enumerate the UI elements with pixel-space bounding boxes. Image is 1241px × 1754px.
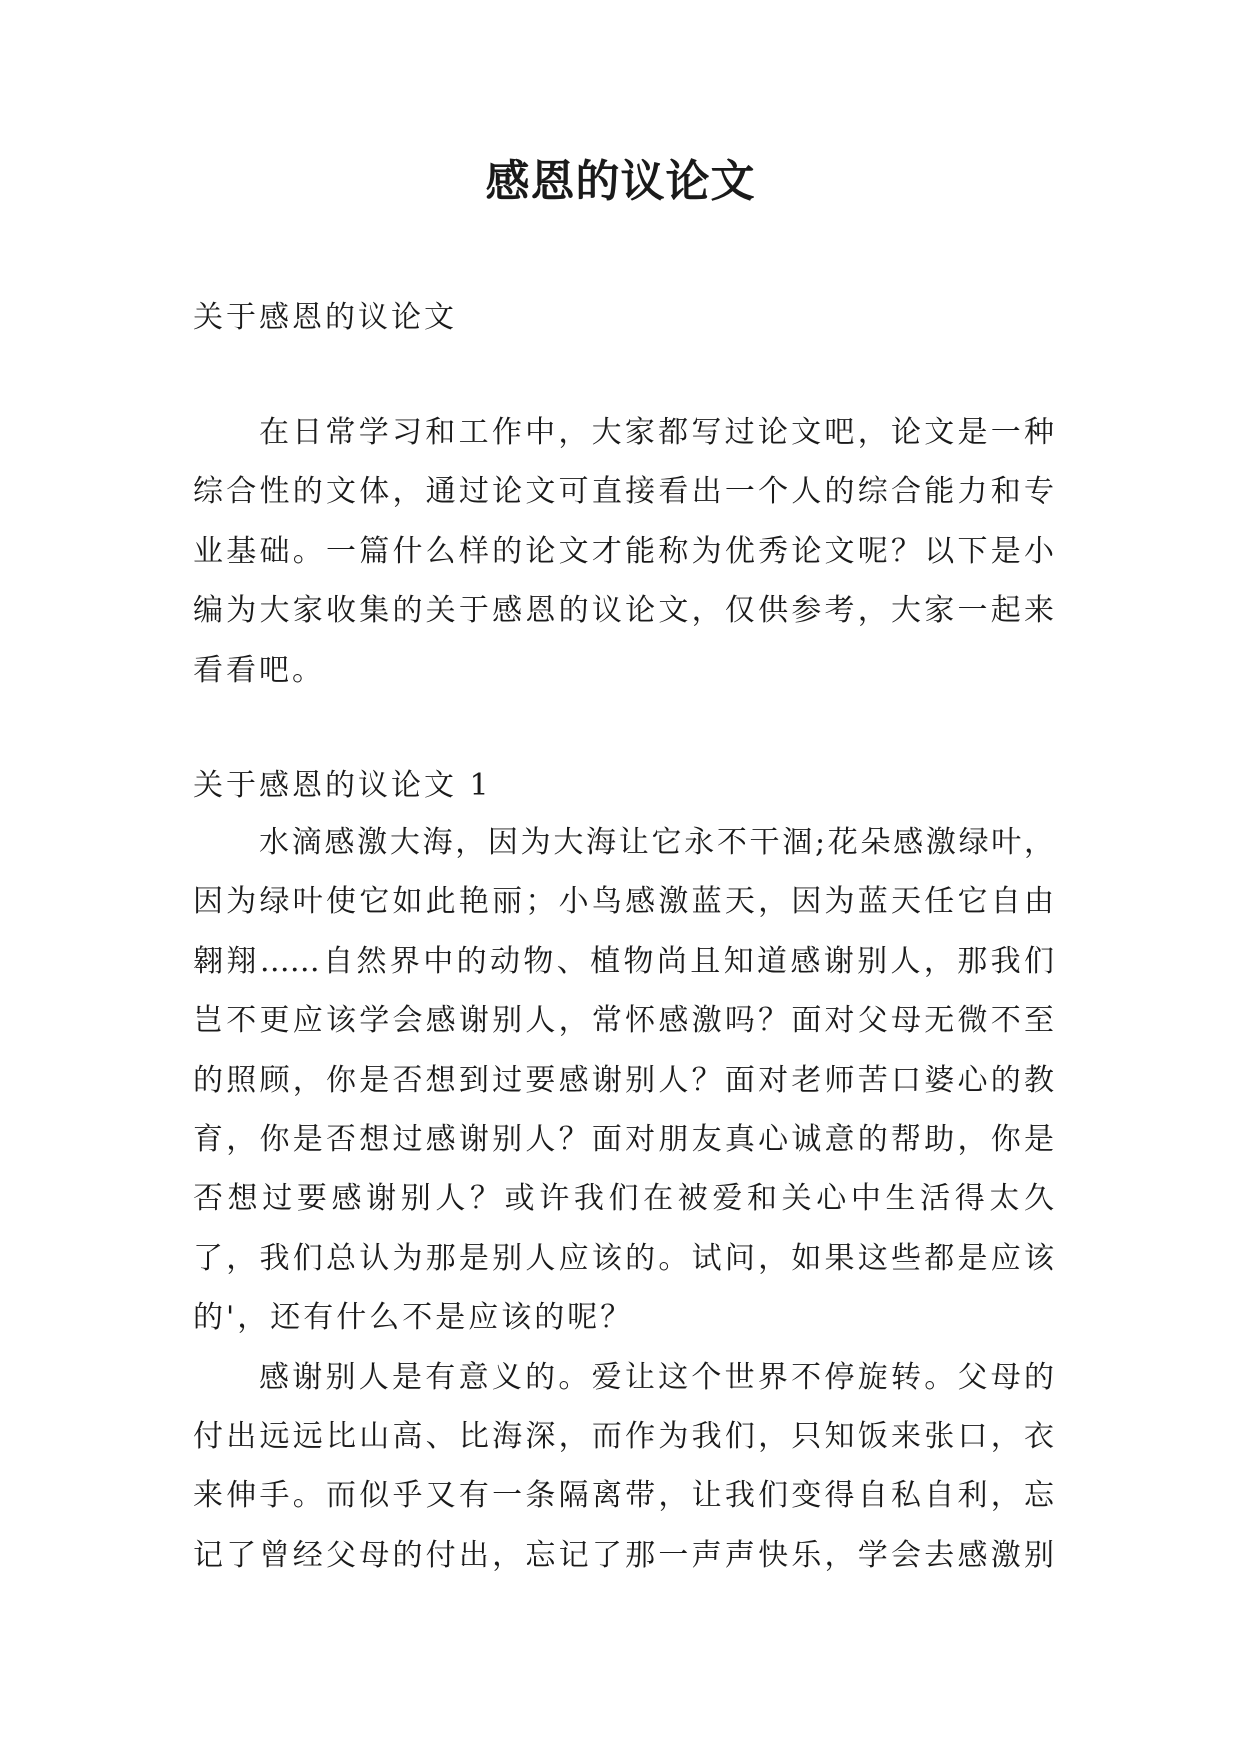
paragraph-line: 的'，还有什么不是应该的呢？ [193, 1300, 634, 1336]
document-title: 感恩的议论文 [485, 156, 756, 207]
paragraph-line: 水滴感激大海，因为大海让它永不干涸;花朵感激绿叶， [259, 825, 1054, 860]
paragraph-line: 看看吧。 [193, 652, 325, 688]
paragraph-line: 在日常学习和工作中，大家都写过论文吧，论文是一种 [259, 415, 1054, 450]
section-heading-text: 关于感恩的议论文 1 [193, 768, 492, 803]
paragraph-line: 育，你是否想过感谢别人？面对朋友真心诚意的帮助，你是 [193, 1121, 1054, 1157]
paragraph-line: 记了曾经父母的付出，忘记了那一声声快乐，学会去感激别 [193, 1537, 1054, 1573]
paragraph-line: 因为绿叶使它如此艳丽；小鸟感激蓝天，因为蓝天任它自由 [193, 884, 1054, 920]
paragraph-line: 编为大家收集的关于感恩的议论文，仅供参考，大家一起来 [193, 593, 1054, 629]
paragraph-line: 付出远远比山高、比海深，而作为我们，只知饭来张口，衣 [193, 1418, 1054, 1454]
section-paragraph-1 [193, 813, 1054, 1348]
paragraph-line: 翱翔……自然界中的动物、植物尚且知道感谢别人，那我们 [193, 943, 1054, 979]
section-heading [193, 756, 1054, 815]
document-subtitle [193, 288, 1054, 347]
paragraph-line: 否想过要感谢别人？或许我们在被爱和关心中生活得太久 [193, 1181, 1054, 1217]
intro-paragraph [193, 403, 1054, 700]
section-paragraph-2 [193, 1348, 1054, 1586]
paragraph-line: 的照顾，你是否想到过要感谢别人？面对老师苦口婆心的教 [193, 1062, 1054, 1098]
subtitle-text: 关于感恩的议论文 [193, 300, 457, 335]
paragraph-line: 了，我们总认为那是别人应该的。试问，如果这些都是应该 [193, 1240, 1054, 1276]
paragraph-line: 业基础。一篇什么样的论文才能称为优秀论文呢？以下是小 [193, 533, 1054, 569]
paragraph-line: 来伸手。而似乎又有一条隔离带，让我们变得自私自利，忘 [193, 1478, 1054, 1514]
paragraph-line: 综合性的文体，通过论文可直接看出一个人的综合能力和专 [193, 474, 1054, 510]
paragraph-line: 感谢别人是有意义的。爱让这个世界不停旋转。父母的 [259, 1359, 1054, 1395]
paragraph-line: 岂不更应该学会感谢别人，常怀感激吗？面对父母无微不至 [193, 1003, 1054, 1039]
section-body [193, 813, 1054, 1585]
